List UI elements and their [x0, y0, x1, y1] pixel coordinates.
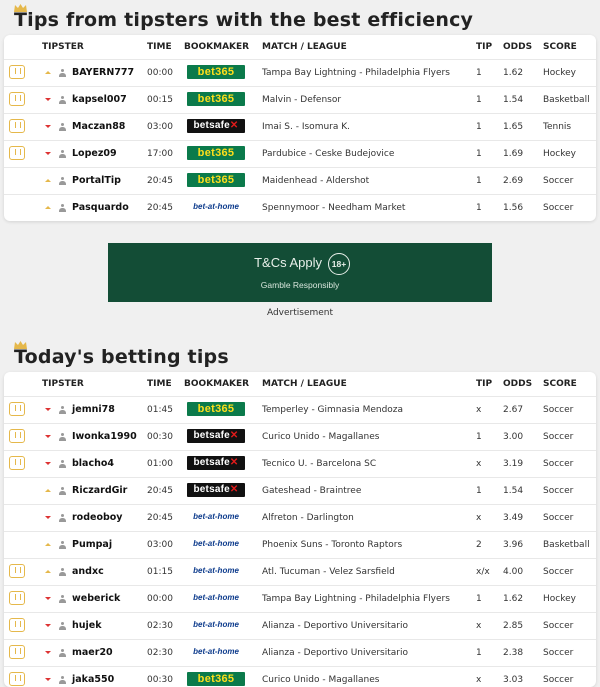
bookmaker-bet365-logo[interactable]: bet365	[187, 65, 245, 79]
odds-value: 1.62	[503, 594, 524, 604]
sport-value: Hockey	[543, 594, 576, 604]
bookmaker-bet365-logo[interactable]: bet365	[187, 402, 245, 416]
trend-down-icon	[45, 435, 51, 438]
user-icon	[59, 150, 66, 158]
favorite-button[interactable]	[9, 92, 25, 106]
tipster-name[interactable]: jaka550	[72, 674, 115, 685]
match-name[interactable]: Maidenhead - Aldershot	[262, 176, 370, 186]
table-row[interactable]	[4, 396, 596, 423]
user-icon	[59, 460, 66, 468]
table-row[interactable]	[4, 639, 596, 666]
tip-value: 1	[476, 122, 482, 132]
favorite-button[interactable]	[9, 591, 25, 605]
user-icon	[59, 96, 66, 104]
sport-value: Soccer	[543, 513, 574, 523]
match-time: 20:45	[147, 203, 173, 213]
bookmaker-bet-at-home-logo[interactable]: bet-at-home	[193, 593, 239, 602]
tipster-name[interactable]: BAYERN777	[72, 67, 135, 78]
header-odds: ODDS	[503, 379, 533, 389]
match-time: 00:00	[147, 594, 173, 604]
favorite-button[interactable]	[9, 645, 25, 659]
match-time: 00:00	[147, 68, 173, 78]
user-icon	[59, 433, 66, 441]
bookmaker-bet-at-home-logo[interactable]: bet-at-home	[193, 647, 239, 656]
sport-value: Basketball	[543, 540, 590, 550]
match-time: 20:45	[147, 513, 173, 523]
tip-value: 1	[476, 648, 482, 658]
odds-value: 2.67	[503, 405, 524, 415]
odds-value: 2.85	[503, 621, 524, 631]
favorite-button[interactable]	[9, 429, 25, 443]
tipster-name[interactable]: RiczardGir	[72, 485, 128, 496]
odds-value: 1.62	[503, 68, 524, 78]
user-icon	[59, 123, 66, 131]
user-icon	[59, 406, 66, 414]
tipster-name[interactable]: PortalTip	[72, 175, 121, 186]
tip-value: x	[476, 513, 482, 523]
tip-value: x	[476, 459, 482, 469]
table-row[interactable]	[4, 558, 596, 585]
tipster-name[interactable]: Lopez09	[72, 148, 117, 159]
tip-value: 1	[476, 176, 482, 186]
trend-down-icon	[45, 152, 51, 155]
favorite-button[interactable]	[9, 402, 25, 416]
trend-down-icon	[45, 651, 51, 654]
favorite-button[interactable]	[9, 672, 25, 686]
header-bookmaker: BOOKMAKER	[184, 42, 250, 52]
bookmaker-bet365-logo[interactable]: bet365	[187, 173, 245, 187]
table-row[interactable]	[4, 585, 596, 612]
match-name[interactable]: Tampa Bay Lightning - Philadelphia Flyers	[262, 594, 450, 604]
odds-value: 4.00	[503, 567, 524, 577]
tip-value: 1	[476, 149, 482, 159]
match-time: 02:30	[147, 648, 173, 658]
tip-value: x/x	[476, 567, 490, 577]
header-tipster: TIPSTER	[42, 42, 84, 52]
sport-value: Soccer	[543, 432, 574, 442]
header-score: SCORE	[543, 42, 577, 52]
trend-up-icon	[45, 206, 51, 209]
user-icon	[59, 568, 66, 576]
match-name[interactable]: Spennymoor - Needham Market	[262, 203, 406, 213]
odds-value: 1.54	[503, 95, 524, 105]
tipster-name[interactable]: Pasquardo	[72, 202, 129, 213]
tip-value: 1	[476, 95, 482, 105]
match-time: 00:30	[147, 675, 173, 685]
match-name[interactable]: Imai S. - Isomura K.	[262, 122, 351, 132]
match-name[interactable]: Malvin - Defensor	[262, 95, 342, 105]
header-time: TIME	[147, 379, 172, 389]
tip-value: 2	[476, 540, 482, 550]
tipster-name[interactable]: maer20	[72, 647, 113, 658]
sport-value: Hockey	[543, 149, 576, 159]
sport-value: Soccer	[543, 621, 574, 631]
sport-value: Soccer	[543, 203, 574, 213]
header-score: SCORE	[543, 379, 577, 389]
bookmaker-bet365-logo[interactable]: bet365	[187, 672, 245, 686]
match-name[interactable]: Tampa Bay Lightning - Philadelphia Flyers	[262, 68, 450, 78]
tip-value: 1	[476, 594, 482, 604]
tipster-name[interactable]: blacho4	[72, 458, 114, 469]
favorite-button[interactable]	[9, 618, 25, 632]
user-icon	[59, 676, 66, 684]
tip-value: x	[476, 675, 482, 685]
trend-up-icon	[45, 543, 51, 546]
match-name[interactable]: Pardubice - Ceske Budejovice	[262, 149, 395, 159]
best-tips-table	[4, 35, 596, 221]
table-row[interactable]	[4, 477, 596, 504]
table-row[interactable]	[4, 140, 596, 167]
tipster-name[interactable]: hujek	[72, 620, 102, 631]
user-icon	[59, 204, 66, 212]
bookmaker-bet-at-home-logo[interactable]: bet-at-home	[193, 512, 239, 521]
sport-value: Soccer	[543, 405, 574, 415]
section-title-best: Tips from tipsters with the best efficiency	[14, 9, 474, 31]
header-tip: TIP	[476, 379, 493, 389]
bookmaker-bet-at-home-logo[interactable]: bet-at-home	[193, 566, 239, 575]
tipster-name[interactable]: Maczan88	[72, 121, 126, 132]
bookmaker-bet365-logo[interactable]: bet365	[187, 92, 245, 106]
section-title-today: Today's betting tips	[14, 346, 229, 368]
tipster-name[interactable]: kapsel007	[72, 94, 127, 105]
favorite-button[interactable]	[9, 119, 25, 133]
match-name[interactable]: Alianza - Deportivo Universitario	[262, 621, 408, 631]
table-row[interactable]	[4, 194, 596, 221]
sport-value: Tennis	[543, 122, 572, 132]
match-time: 20:45	[147, 486, 173, 496]
table-row[interactable]	[4, 423, 596, 450]
trend-down-icon	[45, 125, 51, 128]
trend-down-icon	[45, 678, 51, 681]
trend-up-icon	[45, 489, 51, 492]
table-header	[4, 35, 596, 59]
odds-value: 2.69	[503, 176, 524, 186]
user-icon	[59, 622, 66, 630]
favorite-button[interactable]	[9, 146, 25, 160]
tip-value: 1	[476, 68, 482, 78]
match-time: 17:00	[147, 149, 173, 159]
table-row[interactable]	[4, 612, 596, 639]
header-tipster: TIPSTER	[42, 379, 84, 389]
odds-value: 3.00	[503, 432, 524, 442]
tip-value: 1	[476, 486, 482, 496]
trend-up-icon	[45, 71, 51, 74]
user-icon	[59, 514, 66, 522]
table-row[interactable]	[4, 450, 596, 477]
sport-value: Soccer	[543, 648, 574, 658]
odds-value: 1.65	[503, 122, 524, 132]
tipster-name[interactable]: andxc	[72, 566, 104, 577]
tipster-name[interactable]: Iwonka1990	[72, 431, 137, 442]
match-time: 01:45	[147, 405, 173, 415]
bookmaker-bet365-logo[interactable]: bet365	[187, 146, 245, 160]
favorite-button[interactable]	[9, 456, 25, 470]
bookmaker-betsafe-logo[interactable]: betsafe✕	[187, 483, 245, 497]
bookmaker-betsafe-logo[interactable]: betsafe✕	[187, 429, 245, 443]
sport-value: Soccer	[543, 675, 574, 685]
user-icon	[59, 487, 66, 495]
match-time: 00:15	[147, 95, 173, 105]
tipster-name[interactable]: weberick	[72, 593, 121, 604]
table-row[interactable]	[4, 113, 596, 140]
odds-value: 1.54	[503, 486, 524, 496]
trend-up-icon	[45, 570, 51, 573]
header-tip: TIP	[476, 42, 493, 52]
match-name[interactable]: Curico Unido - Magallanes	[262, 675, 380, 685]
match-time: 03:00	[147, 540, 173, 550]
match-time: 02:30	[147, 621, 173, 631]
sport-value: Hockey	[543, 68, 576, 78]
trend-down-icon	[45, 408, 51, 411]
match-name[interactable]: Atl. Tucuman - Velez Sarsfield	[262, 567, 395, 577]
bookmaker-bet-at-home-logo[interactable]: bet-at-home	[193, 202, 239, 211]
header-match: MATCH / LEAGUE	[262, 379, 347, 389]
tip-value: 1	[476, 432, 482, 442]
table-row[interactable]	[4, 504, 596, 531]
favorite-button[interactable]	[9, 564, 25, 578]
match-name[interactable]: Alfreton - Darlington	[262, 513, 354, 523]
tip-value: x	[476, 405, 482, 415]
trend-down-icon	[45, 624, 51, 627]
user-icon	[59, 177, 66, 185]
trend-down-icon	[45, 597, 51, 600]
table-header	[4, 372, 596, 396]
match-name[interactable]: Curico Unido - Magallanes	[262, 432, 380, 442]
odds-value: 1.56	[503, 203, 524, 213]
table-row[interactable]	[4, 167, 596, 194]
trend-down-icon	[45, 98, 51, 101]
header-match: MATCH / LEAGUE	[262, 42, 347, 52]
advertisement-label: Advertisement	[266, 308, 334, 318]
tipster-name[interactable]: jemni78	[72, 404, 115, 415]
banner-gamble-responsibly: Gamble Responsibly	[260, 280, 340, 290]
bookmaker-betsafe-logo[interactable]: betsafe✕	[187, 456, 245, 470]
sport-value: Soccer	[543, 176, 574, 186]
header-odds: ODDS	[503, 42, 533, 52]
match-name[interactable]: Phoenix Suns - Toronto Raptors	[262, 540, 403, 550]
table-row[interactable]	[4, 531, 596, 558]
tipster-name[interactable]: rodeoboy	[72, 512, 123, 523]
match-name[interactable]: Tecnico U. - Barcelona SC	[262, 459, 377, 469]
odds-value: 3.19	[503, 459, 524, 469]
age-18-badge: 18+	[328, 253, 350, 275]
sport-value: Soccer	[543, 486, 574, 496]
match-time: 20:45	[147, 176, 173, 186]
user-icon	[59, 541, 66, 549]
sport-value: Basketball	[543, 95, 590, 105]
tip-value: x	[476, 621, 482, 631]
user-icon	[59, 69, 66, 77]
trend-down-icon	[45, 462, 51, 465]
trend-up-icon	[45, 179, 51, 182]
match-time: 03:00	[147, 122, 173, 132]
odds-value: 2.38	[503, 648, 524, 658]
table-row[interactable]	[4, 59, 596, 86]
today-tips-table	[4, 372, 596, 687]
odds-value: 3.96	[503, 540, 524, 550]
match-name[interactable]: Gateshead - Braintree	[262, 486, 362, 496]
sport-value: Soccer	[543, 459, 574, 469]
odds-value: 3.03	[503, 675, 524, 685]
header-time: TIME	[147, 42, 172, 52]
banner-terms: T&Cs Apply	[254, 255, 322, 270]
sport-value: Soccer	[543, 567, 574, 577]
match-name[interactable]: Temperley - Gimnasia Mendoza	[262, 405, 404, 415]
bookmaker-bet-at-home-logo[interactable]: bet-at-home	[193, 539, 239, 548]
odds-value: 3.49	[503, 513, 524, 523]
bookmaker-bet-at-home-logo[interactable]: bet-at-home	[193, 620, 239, 629]
match-name[interactable]: Alianza - Deportivo Universitario	[262, 648, 408, 658]
ad-banner[interactable]	[108, 243, 492, 302]
favorite-button[interactable]	[9, 65, 25, 79]
user-icon	[59, 649, 66, 657]
match-time: 01:15	[147, 567, 173, 577]
tipster-name[interactable]: Pumpaj	[72, 539, 113, 550]
trend-down-icon	[45, 516, 51, 519]
tip-value: 1	[476, 203, 482, 213]
table-row[interactable]	[4, 666, 596, 687]
user-icon	[59, 595, 66, 603]
bookmaker-betsafe-logo[interactable]: betsafe✕	[187, 119, 245, 133]
header-bookmaker: BOOKMAKER	[184, 379, 250, 389]
odds-value: 1.69	[503, 149, 524, 159]
match-time: 01:00	[147, 459, 173, 469]
table-row[interactable]	[4, 86, 596, 113]
match-time: 00:30	[147, 432, 173, 442]
